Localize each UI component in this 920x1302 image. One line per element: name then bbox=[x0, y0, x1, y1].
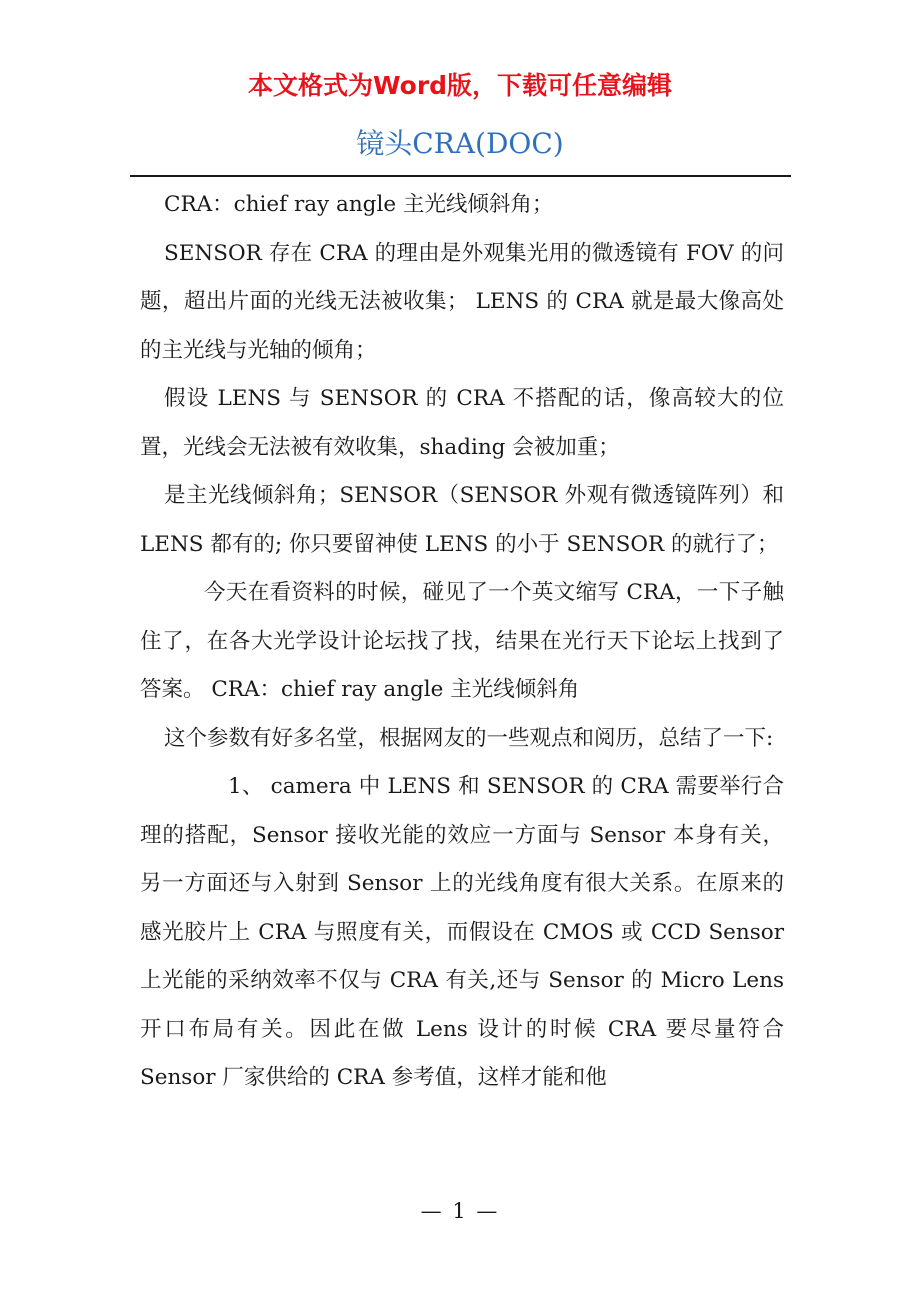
paragraph-forum-finding: 今天在看资料的时候，碰见了一个英文缩写 CRA，一下子触住了，在各大光学设计论坛找了找，结果在光行天下论坛上找到了答案。 CRA：chief ray angle 主光线倾斜角 bbox=[140, 580, 784, 702]
paragraph-sensor-cra-reason: SENSOR 存在 CRA 的理由是外观集光用的微透镜有 FOV 的问题，超出片面的光线无法被收集； LENS 的 CRA 就是最大像高处的主光线与光轴的倾角； bbox=[140, 240, 784, 363]
list-item-1: 1、 camera 中 LENS 和 SENSOR 的 CRA 需要举行合理的搭配，Sensor 接收光能的效应一方面与 Sensor 本身有关，另一方面还与入射到 Sensor 上的光线角度有很大关系。在原来的感光胶片上 CRA 与照度有关，而假设在 CMOS 或 CCD Sensor 上光能的采纳效率不仅与 CRA 有关,还与 Sensor 的 Micro Lens 开口布局有关。因此在做 Lens 设计的时候 CRA 要尽量符合 Sensor 厂家供给的 CRA 参考值，这样才能和他 bbox=[140, 774, 784, 1090]
paragraph-summary-intro: 这个参数有好多名堂，根据网友的一些观点和阅历，总结了一下: bbox=[164, 725, 774, 751]
paragraph-cra-matching-tip: 是主光线倾斜角；SENSOR（SENSOR 外观有微透镜阵列）和 LENS 都有的; 你只要留神使 LENS 的小于 SENSOR 的就行了； bbox=[140, 483, 784, 557]
paragraph-cra-definition: CRA：chief ray angle 主光线倾斜角； bbox=[164, 192, 554, 217]
document-title: 镜头CRA(DOC) bbox=[356, 127, 564, 160]
document-body bbox=[140, 181, 784, 1103]
paragraph-cra-mismatch: 假设 LENS 与 SENSOR 的 CRA 不搭配的话，像高较大的位置，光线会无法被有效收集，shading 会被加重； bbox=[140, 386, 784, 460]
format-notice-banner: 本文格式为Word版，下载可任意编辑 bbox=[247, 71, 673, 100]
page-number: — 1 — bbox=[420, 1199, 500, 1223]
title-divider bbox=[130, 175, 791, 177]
